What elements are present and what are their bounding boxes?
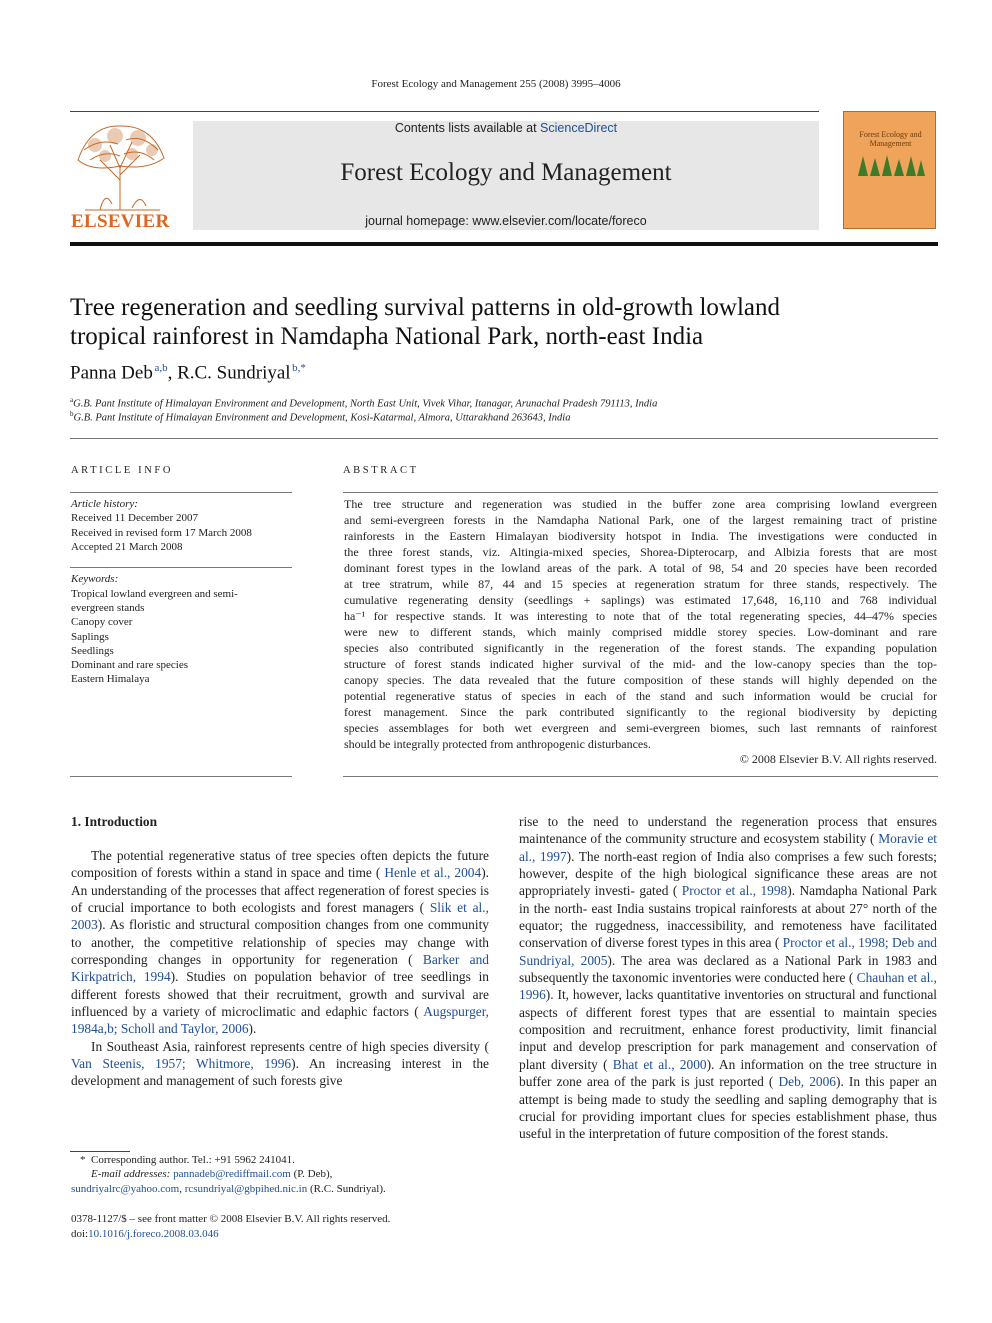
article-title: Tree regeneration and seedling survival patterns in old-growth lowland tropical rainforest in Namdapha National Park, north-east India bbox=[70, 294, 781, 350]
body-text: different forest types that are essential to maintain species bbox=[585, 1004, 937, 1020]
elsevier-tree-logo bbox=[70, 120, 170, 212]
abstract-line: rainforests in the Eastern Himalayan biodiversity hotspot in India. The investigations were conducted in bbox=[344, 529, 937, 543]
email-link[interactable]: pannadeb@rediffmail.com bbox=[173, 1168, 291, 1180]
body-text: ensures maintenance of the community structure and ecosystem bbox=[519, 814, 937, 847]
keyword: Saplings bbox=[71, 630, 109, 643]
author-list: Panna Deb $^{a,b}$, R.C. Sundriyal $^{b,*}$ bbox=[70, 362, 306, 384]
abstract-heading: ABSTRACT bbox=[343, 465, 419, 476]
citation-link[interactable]: Deb, 2006 bbox=[778, 1074, 836, 1090]
journal-citation: Forest Ecology and Management 255 (2008) 3995–4006 bbox=[371, 78, 621, 90]
body-text: ). Studies on population behavior of tree seedlings in different bbox=[71, 969, 489, 1002]
abstract-body bbox=[344, 496, 937, 752]
abstract-line: and semi-evergreen forests in the Namdapha National Park, one of the largest remaining tract of pristine bbox=[344, 513, 937, 527]
received-date: Received 11 December 2007 bbox=[71, 512, 198, 524]
author-name: Panna Deb bbox=[70, 362, 153, 384]
issn-line: 0378-1127/$ – see front matter © 2008 Elsevier B.V. All rights reserved. bbox=[71, 1213, 391, 1225]
body-text: equator; the ruggedness, inaccessibility, and remoteness have bbox=[519, 918, 876, 934]
footnote-rule bbox=[70, 1151, 130, 1152]
body-text: The potential regenerative status of tree species often depicts the bbox=[91, 848, 453, 863]
intro-right-column bbox=[519, 813, 937, 1143]
journal-cover[interactable] bbox=[843, 111, 936, 229]
revised-date: Received in revised form 17 March 2008 bbox=[71, 527, 252, 539]
article-info-heading: ARTICLE INFO bbox=[71, 465, 174, 476]
homepage-link[interactable]: www.elsevier.com/locate/foreco bbox=[472, 214, 647, 228]
citation-link[interactable]: Henle bbox=[384, 865, 417, 881]
body-text: seedling and sapling demography that is crucial for providing bbox=[519, 1091, 937, 1124]
body-text: east India sustains tropical rainforests at about 27° north of the bbox=[591, 900, 937, 916]
citation-link[interactable]: Bhat et al., 2000 bbox=[612, 1056, 707, 1072]
body-text: changes in opportunity for regeneration ( bbox=[157, 952, 413, 968]
doi-line: doi:10.1016/j.foreco.2008.03.046 bbox=[71, 1228, 219, 1240]
paragraph bbox=[71, 1038, 489, 1090]
citation-link[interactable]: Chauhan et al., 1996 bbox=[519, 970, 937, 1003]
abstract-line: canopy species. The data revealed that the future composition of these stands will highly depended on the bbox=[344, 673, 937, 687]
body-text: regeneration of forest species is of crucial importance to both bbox=[71, 882, 489, 916]
body-text: future composition of forests within a stand in space and time ( bbox=[71, 848, 489, 881]
divider bbox=[343, 492, 938, 493]
citation-link[interactable]: Proctor et al., 1998 bbox=[681, 883, 788, 899]
body-text: financial input and develop prescription for park management and bbox=[519, 1022, 937, 1055]
email-line: E-mail addresses: pannadeb@rediffmail.com (P. Deb), bbox=[91, 1168, 333, 1180]
citation-link[interactable]: Proctor bbox=[782, 935, 823, 951]
elsevier-wordmark: ELSEVIER bbox=[71, 211, 170, 232]
abstract-line: The tree structure and regeneration was studied in the buffer zone area comprising lowland evergreen bbox=[344, 497, 937, 511]
abstract-line: were new to different stands, which mainly comprised middle storey species. Low-dominant and rare bbox=[344, 625, 937, 639]
body-text: ( bbox=[768, 1074, 774, 1090]
copyright-notice: © 2008 Elsevier B.V. All rights reserved. bbox=[739, 752, 937, 766]
keyword: Eastern Himalaya bbox=[71, 673, 150, 686]
abstract-line: cumulative regenerating density (seedlings + saplings) was estimated 17,648, 16,110 and 768 individual bbox=[344, 593, 937, 607]
citation-link[interactable]: Slik et al., 2003 bbox=[71, 900, 489, 933]
body-text: diversity ( bbox=[433, 1038, 489, 1054]
abstract-line: at tree stratrum, while 87, 44 and 15 species at regeneration stratum for three stands, respectively. The bbox=[344, 577, 937, 591]
divider bbox=[70, 492, 292, 493]
header-thick-rule bbox=[70, 242, 938, 246]
keyword: Seedlings bbox=[71, 644, 114, 657]
citation-link[interactable]: Barker and Kirkpatrich, bbox=[71, 952, 489, 985]
citation-link[interactable]: 1994 bbox=[143, 969, 171, 985]
abstract-line: the three forest stands, viz. Altingia-mixed species, Shorea-Dipterocarp, and Albizia forests that are most bbox=[344, 545, 937, 559]
body-text: National Park in 1983 and subsequently the taxonomic inventories bbox=[519, 952, 937, 986]
body-text: facilitated conservation of diverse forest types in this area ( bbox=[519, 918, 937, 951]
body-text: important clues for species establishment phase, thus useful in the bbox=[519, 1108, 938, 1142]
body-text: stability ( bbox=[823, 831, 875, 847]
body-text: interpretation of future composition of the forest stands. bbox=[588, 1126, 889, 1142]
intro-left-column bbox=[71, 847, 489, 1090]
body-text: ). An understanding of the processes that affect bbox=[71, 865, 489, 898]
doi-link[interactable]: 10.1016/j.foreco.2008.03.046 bbox=[88, 1228, 219, 1240]
body-text: were conducted here ( bbox=[734, 970, 854, 986]
citation-link[interactable]: Van Steenis, 1957; Whitmore, 1996 bbox=[71, 1056, 292, 1072]
divider bbox=[70, 567, 292, 568]
keywords-label: Keywords: bbox=[71, 573, 119, 585]
body-text: structural composition changes from one community to another, the bbox=[71, 917, 489, 950]
divider bbox=[70, 438, 938, 439]
body-text: ( bbox=[414, 1004, 419, 1020]
abstract-line: potential regenerative status of species in each of the stand and such information would be crucial for bbox=[344, 689, 937, 703]
paragraph bbox=[519, 813, 937, 1143]
contents-line: Contents lists available at ScienceDirect bbox=[394, 121, 618, 135]
keyword: evergreen stands bbox=[71, 602, 145, 615]
abstract-line: dominant forest types in the lowland areas of the park. A total of 98, 54 and 20 species have been recorded bbox=[344, 561, 937, 575]
abstract-line: structure of forest stands indicated higher survival of the mid- and the low-canopy species than the top- bbox=[344, 657, 937, 671]
citation-link[interactable]: et al., 1998; Deb and Sundriyal, 2005 bbox=[519, 935, 937, 968]
body-text: ). An information bbox=[706, 1056, 804, 1072]
citation-link[interactable]: Moravie et al., 1997 bbox=[519, 831, 937, 864]
paragraph bbox=[71, 847, 489, 1038]
keyword: Dominant and rare species bbox=[71, 659, 188, 672]
divider bbox=[343, 776, 938, 777]
citation-link[interactable]: et al., 2004 bbox=[420, 865, 482, 881]
body-text: on the tree structure in buffer zone area of the park is just reported bbox=[519, 1056, 937, 1090]
accepted-date: Accepted 21 March 2008 bbox=[71, 541, 183, 553]
keyword: Tropical lowland evergreen and semi- bbox=[71, 588, 238, 600]
header-rule bbox=[70, 111, 819, 112]
cover-title: Forest Ecology and Management bbox=[859, 130, 922, 148]
sciencedirect-link[interactable]: ScienceDirect bbox=[540, 121, 618, 135]
body-text: influenced by a variety of microclimatic and edaphic factors bbox=[71, 1004, 409, 1020]
keyword: Canopy cover bbox=[71, 616, 133, 629]
body-text: rise to the need to understand the regeneration process that bbox=[519, 814, 888, 829]
divider bbox=[70, 776, 292, 777]
abstract-line: forest management. Since the park contributed significantly to the regional biodiversity by depicting bbox=[344, 705, 937, 719]
body-text: gated ( bbox=[639, 883, 678, 899]
email-link[interactable]: rcsundriyal@gbpihed.nic.in bbox=[184, 1183, 308, 1195]
abstract-line: should be integrally protected from anthropogenic disturbances. bbox=[344, 737, 651, 751]
body-text: competitive relationship of species may change with corresponding bbox=[71, 934, 489, 968]
author-name: R.C. Sundriyal bbox=[177, 362, 291, 384]
body-text: forests showed that their recruitment, growth and survival are bbox=[124, 986, 489, 1002]
affiliation-b: $^b$G.B. Pant Institute of Himalayan Environment and Development, Kosi-Katarmal, Almora, Uttarakhand 263643, India bbox=[70, 410, 571, 424]
abstract-line: species also contributed significantly in the regeneration of the forest stands. The expanding population bbox=[344, 641, 937, 655]
keyword-list bbox=[71, 587, 238, 686]
abstract-line: species assemblages for both wet evergreen and semi-evergreen biomes, such last remnants of rainforest bbox=[344, 721, 937, 735]
cover-trees-image bbox=[854, 154, 927, 176]
journal-banner bbox=[193, 121, 819, 230]
body-text: In Southeast Asia, rainforest represents centre of high species bbox=[91, 1038, 429, 1054]
body-text: ). The area was declared as a bbox=[607, 952, 779, 968]
body-text: ). In this paper an attempt is being made to study the bbox=[519, 1074, 937, 1107]
journal-title: Forest Ecology and Management bbox=[340, 159, 672, 186]
corresponding-author-note: * Corresponding author. Tel.: +91 5962 241041. bbox=[80, 1154, 295, 1166]
body-text: ). As floristic and bbox=[97, 917, 195, 933]
affiliation-mark[interactable]: a,b bbox=[154, 362, 168, 374]
body-text: composition and recruitment, enhance forest productivity, limit bbox=[519, 1022, 883, 1038]
body-text: comprises a few such forests; however, despite of the high bbox=[519, 848, 937, 882]
email-link[interactable]: sundriyalrc@yahoo.com bbox=[71, 1183, 180, 1195]
journal-homepage: journal homepage: www.elsevier.com/locate/foreco bbox=[365, 214, 647, 228]
body-text: ecologists and forest managers ( bbox=[241, 900, 425, 916]
affiliation-a: $^a$G.B. Pant Institute of Himalayan Environment and Development, North East Unit, Vivek Vihar, Itanagar, Arunachal Pradesh 791113, India bbox=[70, 396, 658, 410]
email-line: sundriyalrc@yahoo.com, rcsundriyal@gbpihed.nic.in (R.C. Sundriyal). bbox=[71, 1183, 386, 1195]
affiliation-mark[interactable]: b,* bbox=[292, 362, 306, 374]
abstract-line: ha⁻¹ for respective stands. It was interesting to note that of the total regenerating species, 44–47% species bbox=[344, 609, 937, 623]
body-text: interest in the development and management of such forests give bbox=[71, 1056, 489, 1089]
body-text: ). An increasing bbox=[291, 1056, 391, 1072]
body-text: ). Namdapha National Park in the north- bbox=[519, 883, 937, 916]
body-text: conservation of plant diversity ( bbox=[519, 1039, 937, 1072]
section-heading: 1. Introduction bbox=[71, 814, 158, 829]
article-history-label: Article history: bbox=[71, 498, 138, 510]
body-text: biological significance these areas are not appropriately investi- bbox=[519, 866, 937, 899]
body-text: ). bbox=[248, 1021, 257, 1037]
body-text: quantitative inventories on structural and functional aspects of bbox=[519, 987, 937, 1020]
body-text: ). The north-east region of India also bbox=[566, 848, 771, 864]
body-text: ). It, however, lacks bbox=[545, 987, 654, 1003]
citation-link[interactable]: Augspurger, 1984a,b; Scholl and Taylor, 2006 bbox=[71, 1004, 489, 1037]
